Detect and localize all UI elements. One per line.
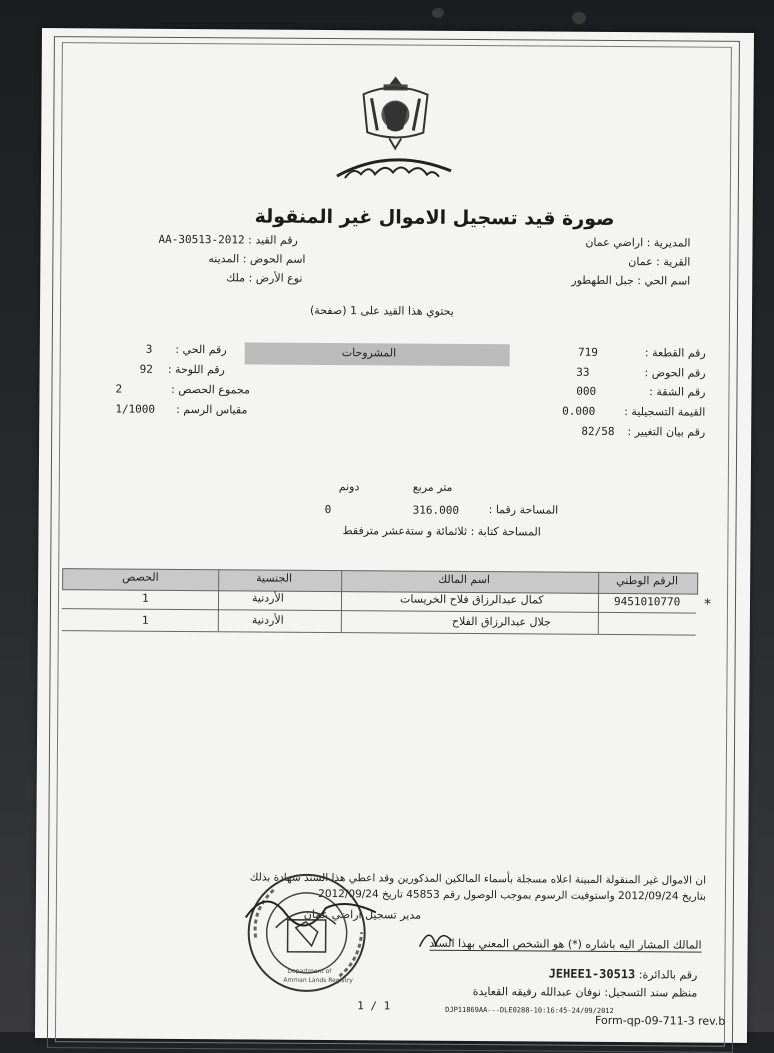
neighborhood-field	[571, 274, 690, 288]
change-statement-value: 82/58	[581, 424, 615, 439]
registered-value-label: القيمة التسجيلية :	[624, 405, 706, 419]
directorate-label: المديرية :	[646, 236, 691, 250]
directorate-value: اراضي عمان	[585, 235, 644, 250]
col-header-national-id: الرقم الوطني	[616, 574, 679, 588]
reference-label: رقم بالدائرة:	[638, 968, 698, 982]
owner-note: المالك المشار اليه باشاره (*) هو الشخص المعني بهذا السند	[429, 936, 702, 952]
district-number-value: 3	[145, 342, 153, 356]
change-statement-field	[581, 425, 705, 439]
scale-value: 1/1000	[115, 402, 156, 416]
registration-number-field	[158, 233, 297, 247]
apartment-number-value: 000	[576, 384, 597, 398]
district-number-label: رقم الحي :	[175, 342, 227, 357]
page-number: 1 / 1	[357, 999, 391, 1013]
owner-nationality: الأردنية	[251, 591, 284, 605]
director-signature-line: مدير تسجيل اراضي عمان	[303, 907, 422, 922]
kingdom-name-calligraphy	[331, 142, 457, 187]
area-numeric-label: المساحة رقما :	[488, 503, 559, 517]
binder-hole	[572, 12, 586, 24]
handwritten-signature	[236, 877, 396, 938]
owner-share: 1	[141, 591, 149, 605]
basin-number-label: رقم الحوض :	[644, 366, 706, 380]
directorate-field	[585, 236, 690, 250]
basin-number-field	[576, 366, 705, 380]
certification-line-2: بتاريخ 2012/09/24 واستوفيت الرسوم بموجب الوصول رقم 45853 تاريخ 2012/09/24	[318, 887, 706, 903]
tracking-code: DJP11869AA---DLE0288-10:16:45-24/09/2012	[445, 1005, 614, 1016]
village-value: عمان	[628, 255, 653, 269]
district-number-field	[146, 343, 227, 357]
reference-field	[549, 967, 698, 982]
binder-hole	[432, 8, 444, 18]
plate-number-field	[140, 363, 225, 377]
change-statement-label: رقم بيان التغيير :	[627, 425, 706, 439]
neighborhood-label: اسم الحي :	[637, 274, 691, 288]
document-title: صورة قيد تسجيل الاموال غير المنقولة	[254, 205, 615, 231]
form-code: Form-qp-09-711-3 rev.b	[595, 1013, 726, 1028]
stamp-text-bottom: Amman Lands Registry	[283, 976, 353, 985]
area-sqm-header: متر مربع	[412, 480, 453, 494]
basin-name-value: المدينه	[208, 252, 240, 266]
issuer-label: منظم سند التسجيل:	[604, 985, 698, 1000]
owner-share: 1	[141, 613, 149, 627]
issuer-value: نوفان عبدالله رفيقه القعايدة	[472, 985, 601, 999]
land-type-value: ملك	[226, 271, 246, 285]
col-header-shares: الحصص	[122, 570, 159, 584]
col-header-nationality: الجنسية	[256, 571, 293, 585]
stamp-text-top: Department of	[287, 967, 332, 976]
total-shares-field	[115, 383, 250, 397]
handwritten-signature	[416, 923, 456, 953]
col-header-owner-name: اسم المالك	[438, 572, 491, 587]
registered-value-value: 0.000	[562, 404, 596, 418]
area-written-label: المساحة كتابة :	[470, 525, 541, 539]
plate-number-label: رقم اللوحة :	[167, 362, 225, 377]
registered-value-field	[562, 405, 705, 419]
area-dunum-value: 0	[324, 502, 332, 517]
plate-number-value: 92	[139, 362, 153, 376]
village-field	[628, 255, 690, 268]
total-shares-value: 2	[115, 382, 123, 396]
reference-value: 30513-JEHEE1	[548, 966, 636, 982]
parcel-number-label: رقم القطعة :	[644, 346, 706, 360]
area-written-field	[342, 524, 540, 538]
owner-name: كمال عبدالرزاق فلاح الخريسات	[399, 592, 544, 607]
pages-note: يحتوي هذا القيد على 1 (صفحة)	[309, 303, 454, 318]
registration-number-value: 2012-AA-30513	[158, 232, 245, 247]
area-dunum-header: دونم	[338, 480, 360, 494]
area-sqm-value: 316.000	[412, 503, 460, 517]
area-written-value: ثلاثمائة و ستةعشر مترفقط	[342, 524, 468, 538]
owner-marker: *	[703, 596, 712, 613]
owner-national-id: 9451010770	[613, 595, 681, 609]
apartment-number-field	[576, 385, 705, 399]
owner-name: جلال عبدالرزاق الفلاح	[451, 614, 551, 629]
document-page	[35, 28, 754, 1043]
basin-name-field	[208, 252, 305, 266]
village-label: القرية :	[656, 255, 691, 269]
neighborhood-value: جبل الطهطور	[571, 273, 634, 288]
remarks-label: المشروحات	[341, 346, 397, 360]
basin-number-value: 33	[576, 365, 590, 379]
scale-field	[115, 403, 247, 417]
apartment-number-label: رقم الشقة :	[649, 385, 706, 399]
parcel-number-value: 719	[578, 345, 598, 359]
land-type-label: نوع الأرض :	[248, 271, 303, 285]
parcel-number-field	[578, 346, 706, 360]
registration-number-label: رقم القيد :	[248, 233, 298, 247]
owner-nationality: الأردنية	[251, 613, 284, 627]
certification-line-1: ان الاموال غير المنقولة المبينة اعلاه مسجلة بأسماء المالكين المذكورين وقد اعطي هذا السند شهادة بذلك	[249, 871, 707, 887]
total-shares-label: مجموع الحصص :	[171, 382, 250, 397]
land-type-field	[226, 271, 302, 285]
scale-label: مقياس الرسم :	[176, 402, 248, 417]
issuer-field	[473, 985, 698, 1000]
basin-name-label: اسم الحوض :	[242, 252, 306, 266]
